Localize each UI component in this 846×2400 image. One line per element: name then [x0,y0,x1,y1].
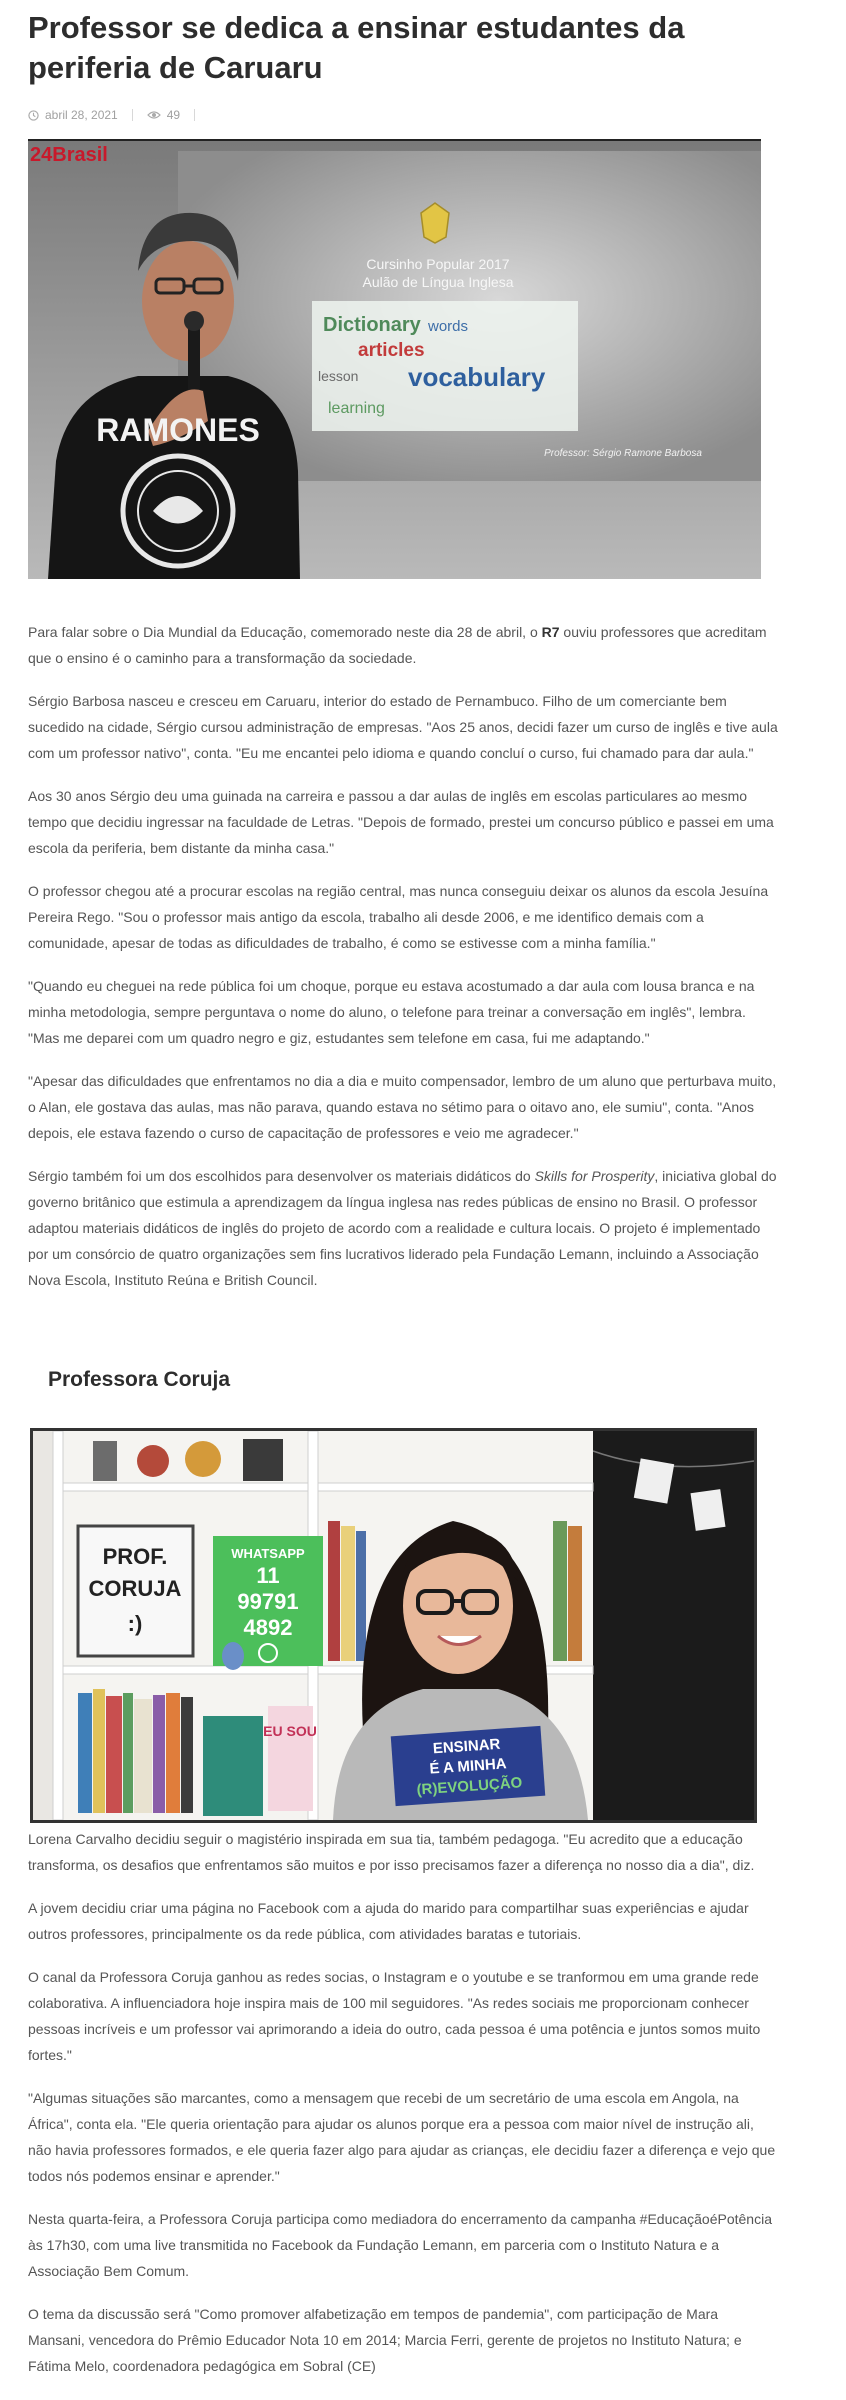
paragraph: "Apesar das dificuldades que enfrentamos no dia a dia e muito compensador, lembro de um aluno que perturbava muito, o Alan, ele gostava das aulas, mas não parava, quando estava no sétimo para o oitavo ano, ele sumiu", conta. "Anos depois, ele estava fazendo o curso de capacitação de professores e veio me agradecer." [28,1073,777,1141]
paragraph: Sérgio também foi um dos escolhidos para desenvolver os materiais didáticos do Skills for Prosperity, iniciativa global do governo britânico que estimula a aprendizagem da língua inglesa nas redes públicas de ensino no Brasil. O professor adaptou materiais didáticos de inglês do projeto de acordo com a realidade e cultura locais. O projeto é implementado por um consórcio de quatro organizações sem fins lucrativos liderado pela Fundação Lemann, incluindo a Associação Nova Escola, Instituto Reúna e British Council. [28,1168,777,1288]
cloud-word-vocabulary: vocabulary [408,362,546,392]
cloud-word-learning: learning [328,400,385,417]
paragraph: A jovem decidiu criar uma página no Facebook com a ajuda do marido para compartilhar suas experiências e ajudar outros professores, principalmente os da rede pública, com atividades baratas e tutoriais. [28,1900,749,1942]
meta-divider [194,109,195,121]
light-board [78,1526,193,1656]
slide-title: Cursinho Popular 2017 [366,256,510,272]
article [28,0,778,2374]
article-photo-professora-coruja [30,1428,757,1823]
cloud-word-lesson: lesson [318,368,359,384]
board-line-2: CORUJA [88,1576,182,1601]
paragraph: Para falar sobre o Dia Mundial da Educação, comemorado neste dia 28 de abril, o R7 ouviu professores que acreditam que o ensino é o caminho para a transformação da sociedade. [28,624,767,666]
owl-toy [222,1642,244,1670]
paragraph: Sérgio Barbosa nasceu e cresceu em Caruaru, interior do estado de Pernambuco. Filho de um comerciante bem sucedido na cidade, Sérgio cursou administração de empresas. "Aos 25 anos, decidi fazer um curso de inglês e tive aula com um professor nativo", conta. "Eu me encantei pelo idioma e quando concluí o curso, fui chamado para dar aula." [28,693,778,761]
board-line-1: PROF. [102,1544,168,1569]
clock-icon [28,110,39,121]
paragraph: Aos 30 anos Sérgio deu uma guinada na carreira e passou a dar aulas de inglês em escolas particulares ao mesmo tempo que decidiu ingressar na faculdade de Letras. "Depois de formado, prestei um concurso público e passei em uma escola da periferia, bem distante da minha casa." [28,788,774,856]
view-count: 49 [166,108,181,122]
coruja-photo-illustration [33,1431,754,1820]
section-subtitle: Professora Coruja [48,1368,231,1391]
cloud-word-words: words [428,318,469,335]
whatsapp-number-3: 4892 [243,1615,293,1640]
cloud-word-dictionary: Dictionary [323,314,421,336]
teacher-photo-illustration [28,141,761,579]
eye-icon [147,110,161,120]
article-title: Professor se dedica a ensinar estudantes da periferia de Caruaru [28,10,685,85]
paragraph: O tema da discussão será "Como promover alfabetização em tempos de pandemia", com participação de Mara Mansani, vencedora do Prêmio Educador Nota 10 em 2014; Marcia Ferri, gerente de projetos no Instituto Natura; e Fátima Melo, coordenadora pedagógica em Sobral (CE) [28,2306,742,2374]
meta-divider [132,109,133,121]
cloud-word-articles: articles [358,340,425,361]
paragraph: "Quando eu cheguei na rede pública foi um choque, porque eu estava acostumado a dar aula com lousa branca e na minha metodologia, sempre perguntava o nome do aluno, o telefone para treinar a conversação em inglês", lembra. "Mas me deparei com um quadro negro e giz, estudantes sem telefone em casa, fui me adaptando." [28,978,755,1046]
paragraph: "Algumas situações são marcantes, como a mensagem que recebi de um secretário de uma escola em Angola, na África", conta ela. "Ele queria orientação para ajudar os alunos porque era a pessoa com maior nível de instrução ali, não havia professores formados, e ele queria fazer algo para ajudar as crianças, ele decidiu fazer a diferença e vejo que todos nós podemos ensinar e aprender." [28,2090,776,2184]
shirt-text: RAMONES [96,412,260,448]
article-photo-teacher [28,139,761,579]
shirt-line-3: (R)EVOLUÇÃO [416,1774,523,1799]
board-line-3: :) [127,1611,143,1636]
article-body-part1 [28,619,778,1310]
paragraph: Lorena Carvalho decidiu seguir o magistério inspirada em sua tia, também pedagoga. "Eu acredito que a educação transforma, os desafios que enfrentamos são muitos e por isso precisamos fazer a diferença no nosso dia a dia", diz. [28,1831,755,1873]
article-meta [28,104,778,126]
whatsapp-number-1: 11 [256,1563,280,1588]
article-date: abril 28, 2021 [45,108,118,122]
shirt-line-1: ENSINAR [432,1735,501,1758]
shirt-line-2: É A MINHA [428,1755,508,1778]
watermark-logo: 24Brasil [30,144,108,166]
whatsapp-label: WHATSAPP [231,1546,305,1561]
book-text: EU SOU [263,1723,317,1739]
views-meta [147,108,180,122]
paragraph: Nesta quarta-feira, a Professora Coruja participa como mediadora do encerramento da campanha #EducaçãoéPotência às 17h30, com uma live transmitida no Facebook da Fundação Lemann, em parceria com o Instituto Natura e a Associação Bem Comum. [28,2211,772,2279]
paragraph: O canal da Professora Coruja ganhou as redes socias, o Instagram e o youtube e se tranformou em uma grande rede colaborativa. A influenciadora hoje inspira mais de 100 mil seguidores. "As redes sociais me proporcionam conhecer pessoas incríveis e um professor vai aprimorando a ideia do outro, cada pessoa é uma potência e juntos somos muito fortes." [28,1969,761,2063]
date-meta [28,108,118,122]
paragraph: O professor chegou até a procurar escolas na região central, mas nunca conseguiu deixar os alunos da escola Jesuína Pereira Rego. "Sou o professor mais antigo da escola, trabalho ali desde 2006, e me identifico demais com a comunidade, apesar de todas as dificuldades de trabalho, é como se estivesse com a minha família." [28,883,769,951]
article-body-part2 [28,1826,778,2396]
whatsapp-number-2: 99791 [237,1589,299,1614]
slide-credit: Professor: Sérgio Ramone Barbosa [544,448,702,459]
slide-subtitle: Aulão de Língua Inglesa [362,274,514,290]
